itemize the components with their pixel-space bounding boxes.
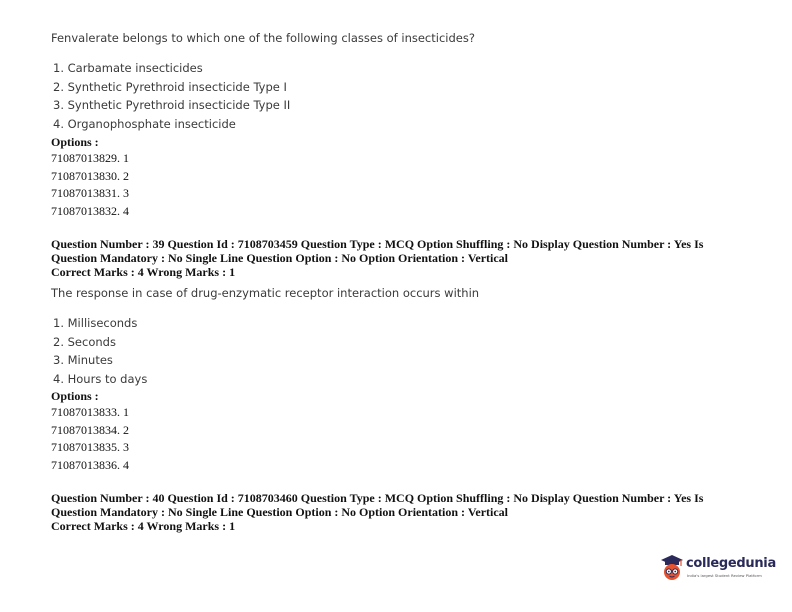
choice-list [53,60,290,134]
choice-item: 4. Organophosphate insecticide [53,116,236,131]
graduate-mascot-icon [660,554,684,582]
option-id: 71087013832. 4 [51,203,129,218]
choice-item: 1. Carbamate insecticides [53,61,203,75]
option-id: 71087013831. 3 [51,186,129,200]
choice-item: 4. Hours to days [53,371,148,386]
question-meta [51,491,751,533]
option-id-list [51,404,129,474]
option-id-list [51,150,129,220]
logo-tagline: India's largest Student Review Platform [687,573,762,578]
option-id: 71087013829. 1 [51,151,129,165]
choice-item: 3. Synthetic Pyrethroid insecticide Type II [53,98,291,112]
choice-item: 3. Minutes [53,353,113,367]
question-text: Fenvalerate belongs to which one of the following classes of insecticides? [51,31,475,45]
choice-item: 2. Seconds [53,334,116,349]
choice-list [53,315,147,389]
marks-line: Correct Marks : 4 Wrong Marks : 1 [51,519,236,533]
option-id: 71087013833. 1 [51,405,129,419]
logo-wordmark: collegedunia [686,556,776,571]
option-id: 71087013834. 2 [51,422,129,437]
meta-line: Question Number : 40 Question Id : 7108703460 Question Type : MCQ Option Shuffling : No Display Question Number : Yes Is [51,491,704,505]
choice-item: 2. Synthetic Pyrethroid insecticide Type I [53,79,287,94]
question-text: The response in case of drug-enzymatic receptor interaction occurs within [51,286,480,300]
meta-line: Question Number : 39 Question Id : 7108703459 Question Type : MCQ Option Shuffling : No Display Question Number : Yes Is [51,237,704,251]
options-heading: Options : [51,135,99,149]
option-id: 71087013836. 4 [51,457,129,472]
choice-item: 1. Milliseconds [53,316,138,330]
collegedunia-logo [660,554,776,584]
meta-line: Question Mandatory : No Single Line Question Option : No Option Orientation : Vertical [51,251,509,265]
option-id: 71087013830. 2 [51,168,129,183]
meta-line: Question Mandatory : No Single Line Question Option : No Option Orientation : Vertical [51,505,509,519]
options-heading: Options : [51,389,99,403]
marks-line: Correct Marks : 4 Wrong Marks : 1 [51,265,236,279]
option-id: 71087013835. 3 [51,440,129,454]
question-meta [51,237,751,279]
